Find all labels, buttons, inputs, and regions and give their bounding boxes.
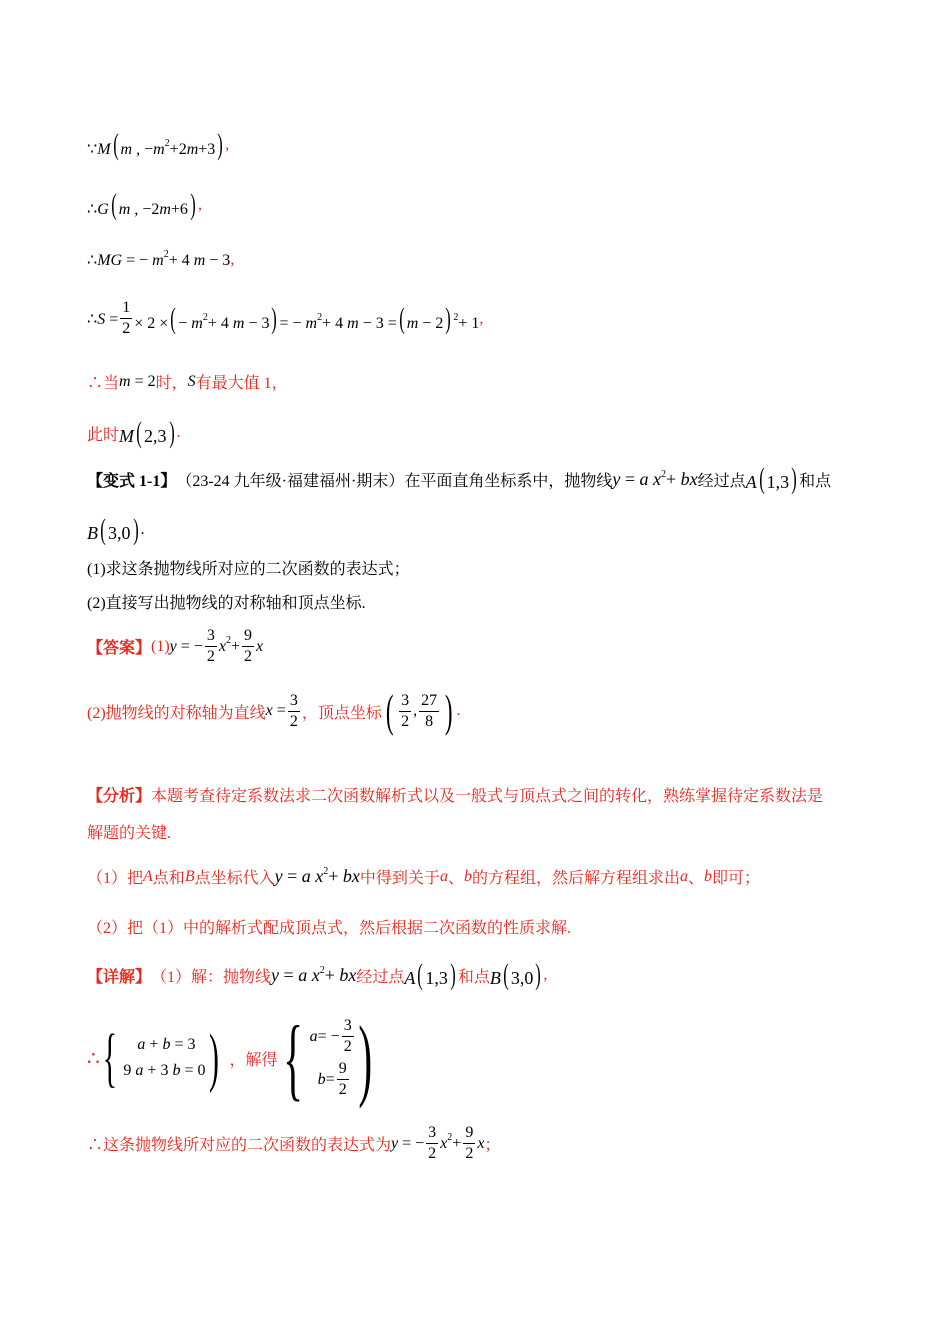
question-2: (2)直接写出抛物线的对称轴和顶点坐标. [87, 595, 366, 612]
equation-system: { a + b = 3 9 a + 3 b = 0 ) [102, 1021, 220, 1094]
question-1: (1)求这条抛物线所对应的二次函数的表达式； [87, 561, 410, 578]
step-line-result: 此时 M( 2,3) . [87, 416, 181, 449]
analysis-step-2: （2）把（1）中的解析式配成顶点式，然后根据二次函数的性质求解. [87, 920, 572, 937]
variant-question-cont: B( 3,0) . [87, 513, 145, 546]
fraction-half: $\frac{1}{2}$ [122, 299, 131, 337]
analysis-text-cont: 解题的关键. [87, 825, 172, 842]
step-line-s: ∴S = $\frac{1}{2}$ × 2 ×( − $m^2+ 4$ m − 3) = − $m^2+ 4$ m − 3 =( m − 2) $^2$+ 1 , [87, 299, 484, 337]
detail-system: ∴ { a + b = 3 9 a + 3 b = 0 ) ，解得 { a = − $\frac{3}{2}$ b = $\frac{9}{2}$ ) [87, 1012, 374, 1104]
step-line-mg: ∴MG = − $m^2+ 4$ m − 3 , [87, 249, 235, 269]
analysis-step-1: （1）把 A 点和 B 点坐标代入 y = a $x^2+$ bx 中得到关于 a 、 b 的方程组，然后解方程组求出 a 、 b 即可； [87, 866, 760, 887]
solution-system: { a = − $\frac{3}{2}$ b = $\frac{9}{2}$ ) [283, 1007, 372, 1109]
answer-part2: (2)抛物线的对称轴为直线 x = $\frac{3}{2}$ ，顶点坐标 ( $\frac{3}{2}$ , $\frac{27}{8}$ ) . [87, 685, 461, 736]
analysis-text: 【分析】 本题考查待定系数法求二次函数解析式以及一般式与顶点式之间的转化，熟练掌握待定系数法是 [87, 788, 824, 805]
detail-conclusion: ∴这条抛物线所对应的二次函数的表达式为 y = − $\frac{3}{2}$ $x^2+$ $\frac{9}{2}$ x ； [87, 1124, 501, 1162]
variant-question: 【变式 1-1】 （23-24 九年级·福建福州·期末）在平面直角坐标系中，抛物线 y = a $x^2+$ bx 经过点 A( 1,3) 和点 [87, 462, 832, 495]
step-line-max: ∴当 m = 2 时， S 有最大值 1， [87, 372, 288, 392]
step-line-g: ∴G( m , −2m+6) , [87, 188, 202, 221]
step-line-m: ∵M( m , $-m^2+2m+3$) , [87, 128, 230, 161]
answer-part1: 【答案】 (1) y = − $\frac{3}{2}$ $x^2+$ $\frac{9}{2}$ x [87, 627, 264, 665]
detail-intro: 【详解】 （1）解：抛物线 y = a $x^2+$ bx 经过点 A( 1,3) 和点 B( 3,0) , [87, 958, 548, 991]
